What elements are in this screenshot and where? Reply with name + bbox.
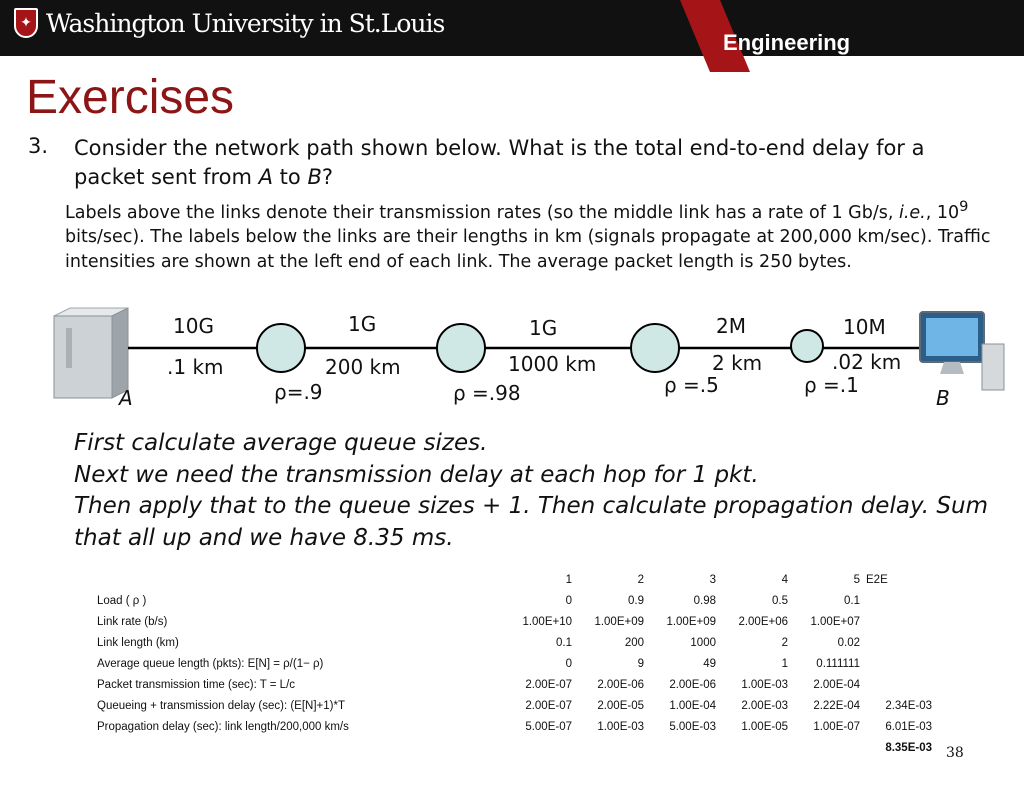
computer-icon (920, 312, 1004, 390)
e2e-total: 8.35E-03 (885, 741, 932, 754)
table-header-row: 1 2 3 4 5 E2E (565, 573, 888, 586)
length-label: 1000 km (508, 352, 597, 376)
table-total-row (94, 737, 935, 758)
rate-label: 1G (348, 312, 377, 336)
length-label: 200 km (325, 355, 401, 379)
node-b-label: B (936, 386, 950, 410)
question-text: Consider the network path shown below. What is the total end-to-end delay for a packet sent from A to B? (74, 136, 925, 189)
router-node (437, 324, 485, 372)
node-a-label: A (119, 386, 133, 410)
length-label: .1 km (167, 355, 224, 379)
solution-line: First calculate average queue sizes. (74, 430, 488, 456)
solution-line: Next we need the transmission delay at each hop for 1 pkt. (74, 461, 759, 488)
table-row: Link rate (b/s) 1.00E+10 1.00E+09 1.00E+09 2.00E+06 1.00E+07 (97, 615, 860, 628)
table-row: Packet transmission time (sec): T = L/c 2.00E-07 2.00E-06 2.00E-06 1.00E-03 2.00E-04 (97, 678, 860, 691)
table-row: Link length (km) 0.1 200 1000 2 0.02 (97, 636, 860, 649)
calculation-table (94, 569, 935, 758)
table-row: Load ( ρ ) 0 0.9 0.98 0.5 0.1 (97, 594, 860, 607)
rho-label: ρ =.1 (804, 373, 859, 397)
router-node (791, 330, 823, 362)
problem-details: Labels above the links denote their transmission rates (so the middle link has a rate of 1 Gb/s, i.e., $10^9$ bits/sec). The labels below the links are their lengths in km (signals propagate at 200,000 km/sec). Traffic intensities are shown at the left end of each link. The average packet length is 250 bytes. (65, 198, 991, 272)
rho-label: ρ =.98 (453, 381, 521, 405)
shield-icon: ✦ (14, 8, 38, 38)
network-diagram (0, 300, 1024, 420)
rho-label: ρ =.5 (664, 373, 719, 397)
length-label: .02 km (832, 350, 902, 374)
table-row: Average queue length (pkts): E[N] = ρ/(1− ρ) 0 9 49 1 0.111111 (97, 657, 860, 670)
page-title: Exercises (26, 71, 235, 124)
length-label: 2 km (712, 351, 763, 375)
rate-label: 1G (529, 316, 558, 340)
rho-label: ρ=.9 (274, 380, 323, 404)
question-number: 3. (28, 134, 49, 158)
table-row: Queueing + transmission delay (sec): (E[N]+1)*T 2.00E-07 2.00E-05 1.00E-04 2.00E-03 2.22E-04 2.34E-03 (97, 699, 932, 712)
page-number: 38 (946, 745, 964, 761)
university-logo (14, 8, 444, 38)
solution-line: Then apply that to the queue sizes + 1. Then calculate propagation delay. Sum that all up and we have 8.35 ms. (74, 493, 988, 551)
rate-label: 10G (173, 314, 214, 338)
rate-label: 2M (716, 314, 746, 338)
university-name: Washington University in St.Louis (46, 8, 445, 38)
table-row: Propagation delay (sec): link length/200,000 km/s 5.00E-07 1.00E-03 5.00E-03 1.00E-05 1.00E-07 6.01E-03 (97, 720, 932, 733)
school-name: Engineering (723, 30, 851, 55)
server-icon (54, 308, 128, 398)
rate-label: 10M (843, 315, 886, 339)
router-node (257, 324, 305, 372)
router-node (631, 324, 679, 372)
solution-text (74, 428, 1004, 554)
